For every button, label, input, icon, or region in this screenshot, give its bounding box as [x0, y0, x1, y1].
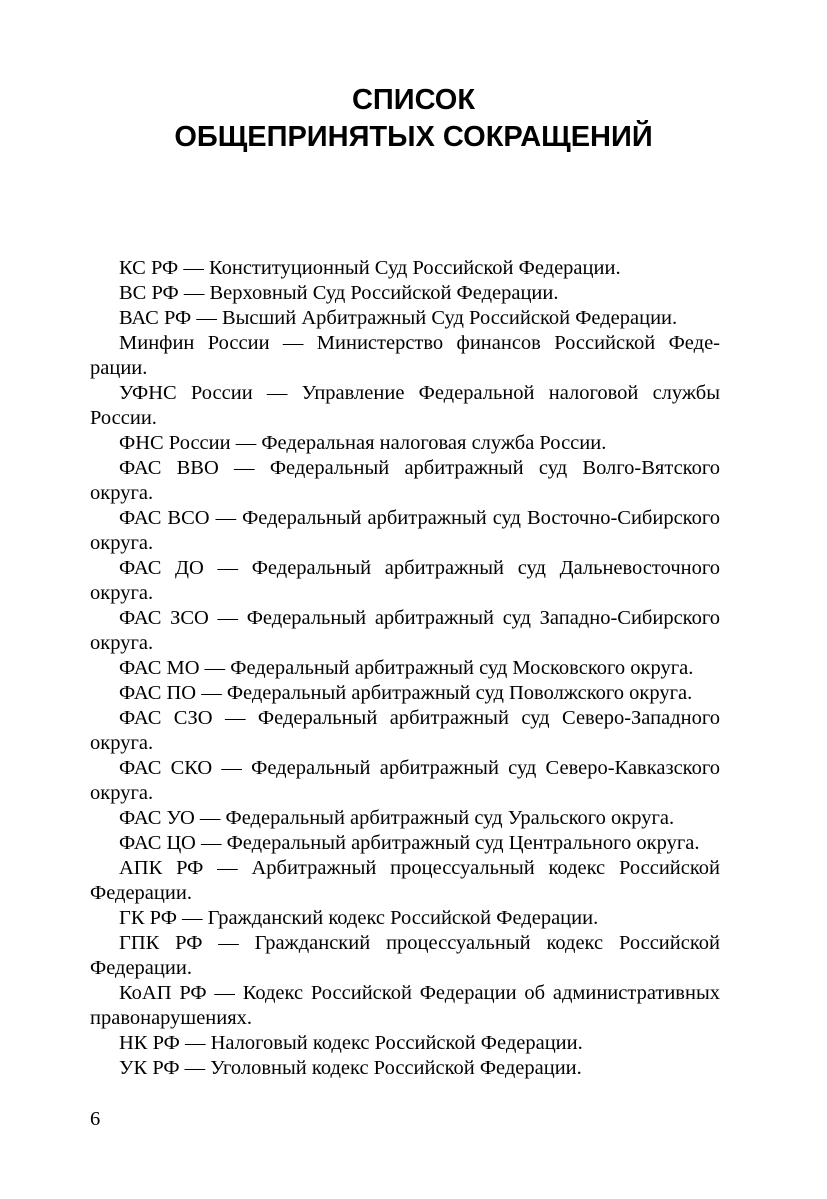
- abbreviation-entry: ФАС ЦО — Федеральный арбитражный суд Центрального округа.: [119, 832, 700, 854]
- page-number: 6: [90, 1108, 101, 1130]
- page-title: [0, 82, 827, 156]
- abbreviation-entry: ВС РФ — Верховный Суд Российской Федерации.: [119, 282, 559, 304]
- abbreviation-entry: ГК РФ — Гражданский кодекс Российской Федерации.: [119, 907, 599, 929]
- abbreviation-entry: УК РФ — Уголовный кодекс Российской Федерации.: [119, 1057, 582, 1079]
- abbreviation-entry: ФАС ЗСО — Федеральный арбитражный суд Западно-Сибирского округа.: [90, 607, 720, 654]
- abbreviation-entry: АПК РФ — Арбитражный процессуальный кодекс Российской Федерации.: [90, 857, 720, 904]
- abbreviations-list: [90, 256, 720, 1081]
- abbreviation-entry: ФНС России — Федеральная налоговая служба России.: [119, 432, 607, 454]
- page-title-line-1: СПИСОК: [351, 84, 476, 116]
- abbreviation-entry: ФАС ПО — Федеральный арбитражный суд Поволжского округа.: [119, 682, 693, 704]
- abbreviation-entry: ФАС МО — Федеральный арбитражный суд Московского округа.: [119, 657, 694, 679]
- abbreviation-entry: ВАС РФ — Высший Арбитражный Суд Российской Федерации.: [119, 307, 678, 329]
- abbreviation-entry: ФАС СЗО — Федеральный арбитражный суд Северо-Западного округа.: [90, 707, 720, 754]
- abbreviation-entry: ФАС ВСО — Федеральный арбитражный суд Восточно-Сибирского округа.: [90, 507, 720, 554]
- abbreviation-entry: КС РФ — Конституционный Суд Российской Федерации.: [119, 257, 621, 279]
- abbreviation-entry: Минфин России — Министерство финансов Российской Федерации.: [90, 332, 720, 379]
- abbreviation-entry: ФАС ВВО — Федеральный арбитражный суд Волго-Вятского округа.: [90, 457, 720, 504]
- abbreviation-entry: ГПК РФ — Гражданский процессуальный кодекс Российской Федерации.: [90, 932, 720, 979]
- abbreviation-entry: НК РФ — Налоговый кодекс Российской Федерации.: [119, 1032, 583, 1054]
- abbreviation-entry: КоАП РФ — Кодекс Российской Федерации об административных правонарушениях.: [90, 982, 720, 1029]
- abbreviation-entry: ФАС СКО — Федеральный арбитражный суд Северо-Кавказского округа.: [90, 757, 720, 804]
- abbreviation-entry: ФАС ДО — Федеральный арбитражный суд Дальневосточного округа.: [90, 557, 720, 604]
- abbreviation-entry: ФАС УО — Федеральный арбитражный суд Уральского округа.: [119, 807, 675, 829]
- abbreviation-entry: УФНС России — Управление Федеральной налоговой службы России.: [90, 382, 720, 429]
- page-title-line-2: ОБЩЕПРИНЯТЫХ СОКРАЩЕНИЙ: [174, 121, 653, 153]
